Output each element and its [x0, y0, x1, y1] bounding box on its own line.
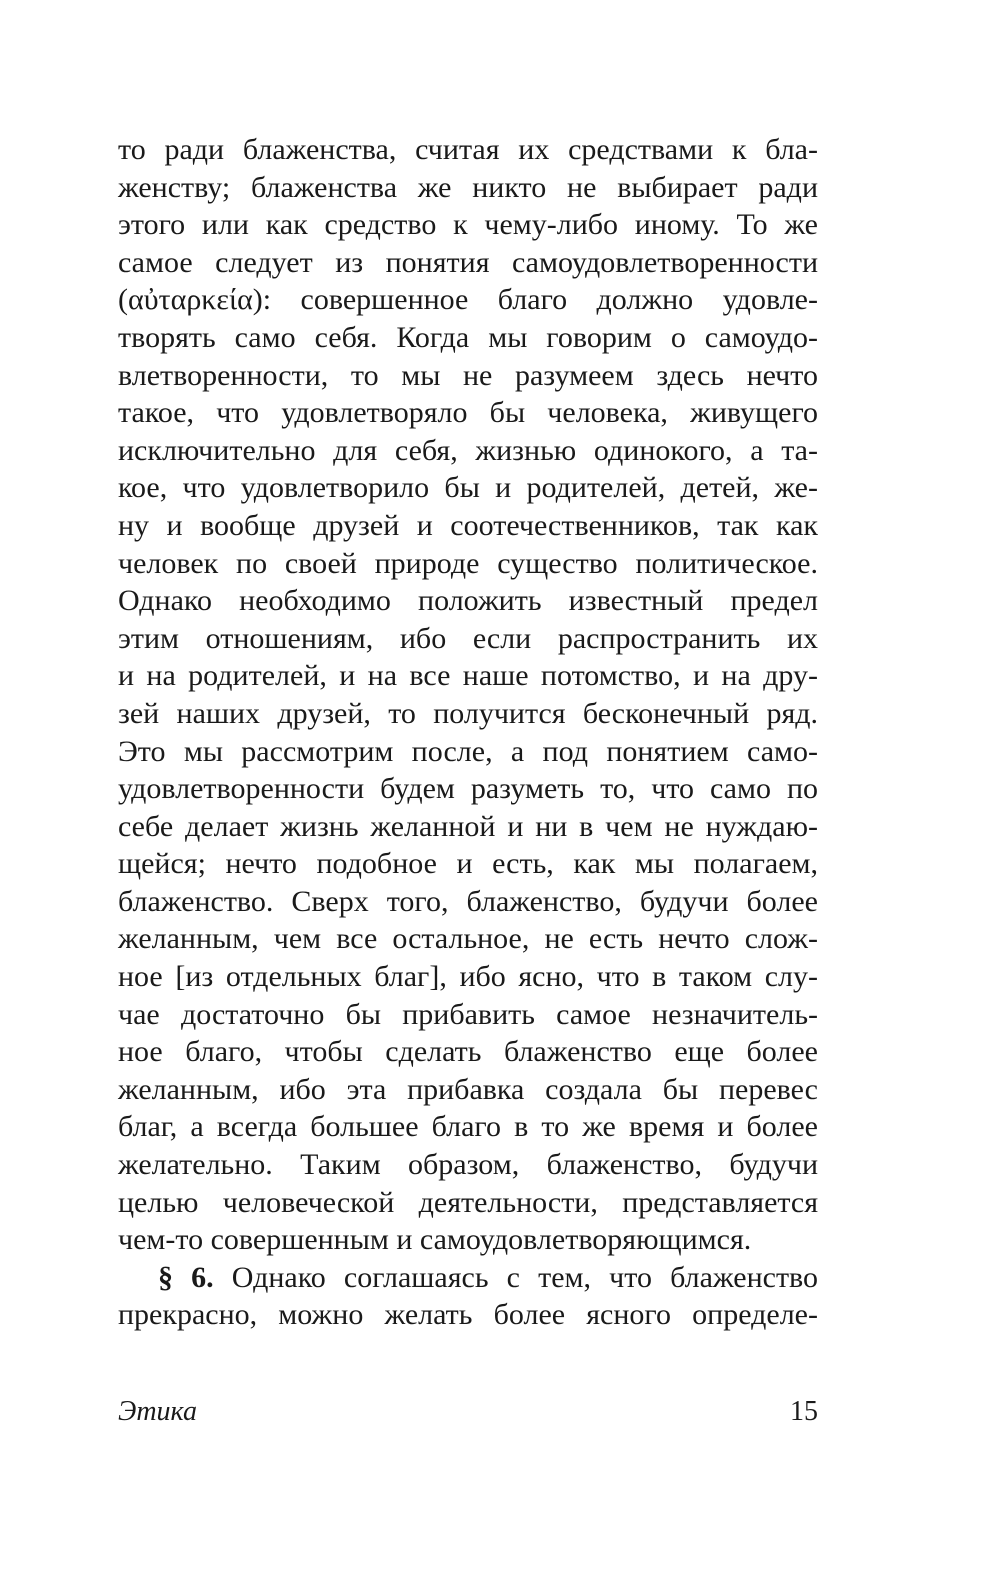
text-line: человек по своей природе существо политическое.	[118, 546, 818, 580]
text-line: желательно. Таким образом, блаженство, будучи	[118, 1148, 818, 1182]
section-second-line: прекрасно, можно желать более ясного определе-	[118, 1298, 818, 1332]
text-line: желанным, ибо эта прибавка создала бы перевес	[118, 1072, 818, 1106]
section-first-line-text: Однако соглашаясь с тем, что блаженство	[213, 1260, 819, 1294]
body-text	[118, 131, 818, 1334]
text-line: себе делает жизнь желанной и ни в чем не нуждаю-	[118, 809, 818, 843]
page-footer	[118, 1396, 818, 1436]
text-line: зей наших друзей, то получится бесконечный ряд.	[118, 696, 818, 730]
text-line: Однако необходимо положить известный предел	[118, 584, 818, 618]
text-line: такое, что удовлетворяло бы человека, живущего	[118, 396, 818, 430]
text-line: ное [из отдельных благ], ибо ясно, что в таком слу-	[118, 960, 818, 994]
text-line: творять само себя. Когда мы говорим о самоудо-	[118, 320, 818, 354]
text-line: этим отношениям, ибо если распространить их	[118, 621, 818, 655]
text-line: Это мы рассмотрим после, а под понятием само-	[118, 734, 818, 768]
paragraph-last-line: чем-то совершенным и самоудовлетворяющимся.	[118, 1223, 752, 1257]
text-line: этого или как средство к чему-либо иному. То же	[118, 208, 818, 242]
running-title: Этика	[118, 1396, 197, 1427]
text-line: и на родителей, и на все наше потомство, и на дру-	[118, 659, 818, 693]
section-first-line	[118, 1259, 818, 1297]
text-line: женству; блаженства же никто не выбирает ради	[118, 170, 818, 204]
text-line: чае достаточно бы прибавить самое незначитель-	[118, 997, 818, 1031]
text-line: удовлетворенности будем разуметь то, что само по	[118, 772, 818, 806]
text-line: ное благо, чтобы сделать блаженство еще более	[118, 1035, 818, 1069]
text-line: кое, что удовлетворило бы и родителей, детей, же-	[118, 471, 818, 505]
text-line: целью человеческой деятельности, представляется	[118, 1185, 818, 1219]
text-line: влетворенности, то мы не разумеем здесь нечто	[118, 358, 818, 392]
text-line: самое следует из понятия самоудовлетворенности	[118, 245, 818, 279]
text-line: ну и вообще друзей и соотечественников, так как	[118, 508, 818, 542]
text-line: то ради блаженства, считая их средствами к бла-	[118, 133, 818, 166]
text-line: (αὐταρκεία): совершенное благо должно удовле-	[118, 283, 818, 317]
text-line: щейся; нечто подобное и есть, как мы полагаем,	[118, 847, 818, 881]
text-line: желанным, чем все остальное, не есть нечто слож-	[118, 922, 818, 956]
text-line: исключительно для себя, жизнью одинокого, а та-	[118, 433, 818, 467]
section-mark: § 6.	[158, 1260, 214, 1294]
text-line: блаженство. Сверх того, блаженство, будучи более	[118, 884, 818, 918]
page-number: 15	[790, 1396, 818, 1427]
text-line: благ, а всегда большее благо в то же время и более	[118, 1110, 818, 1144]
